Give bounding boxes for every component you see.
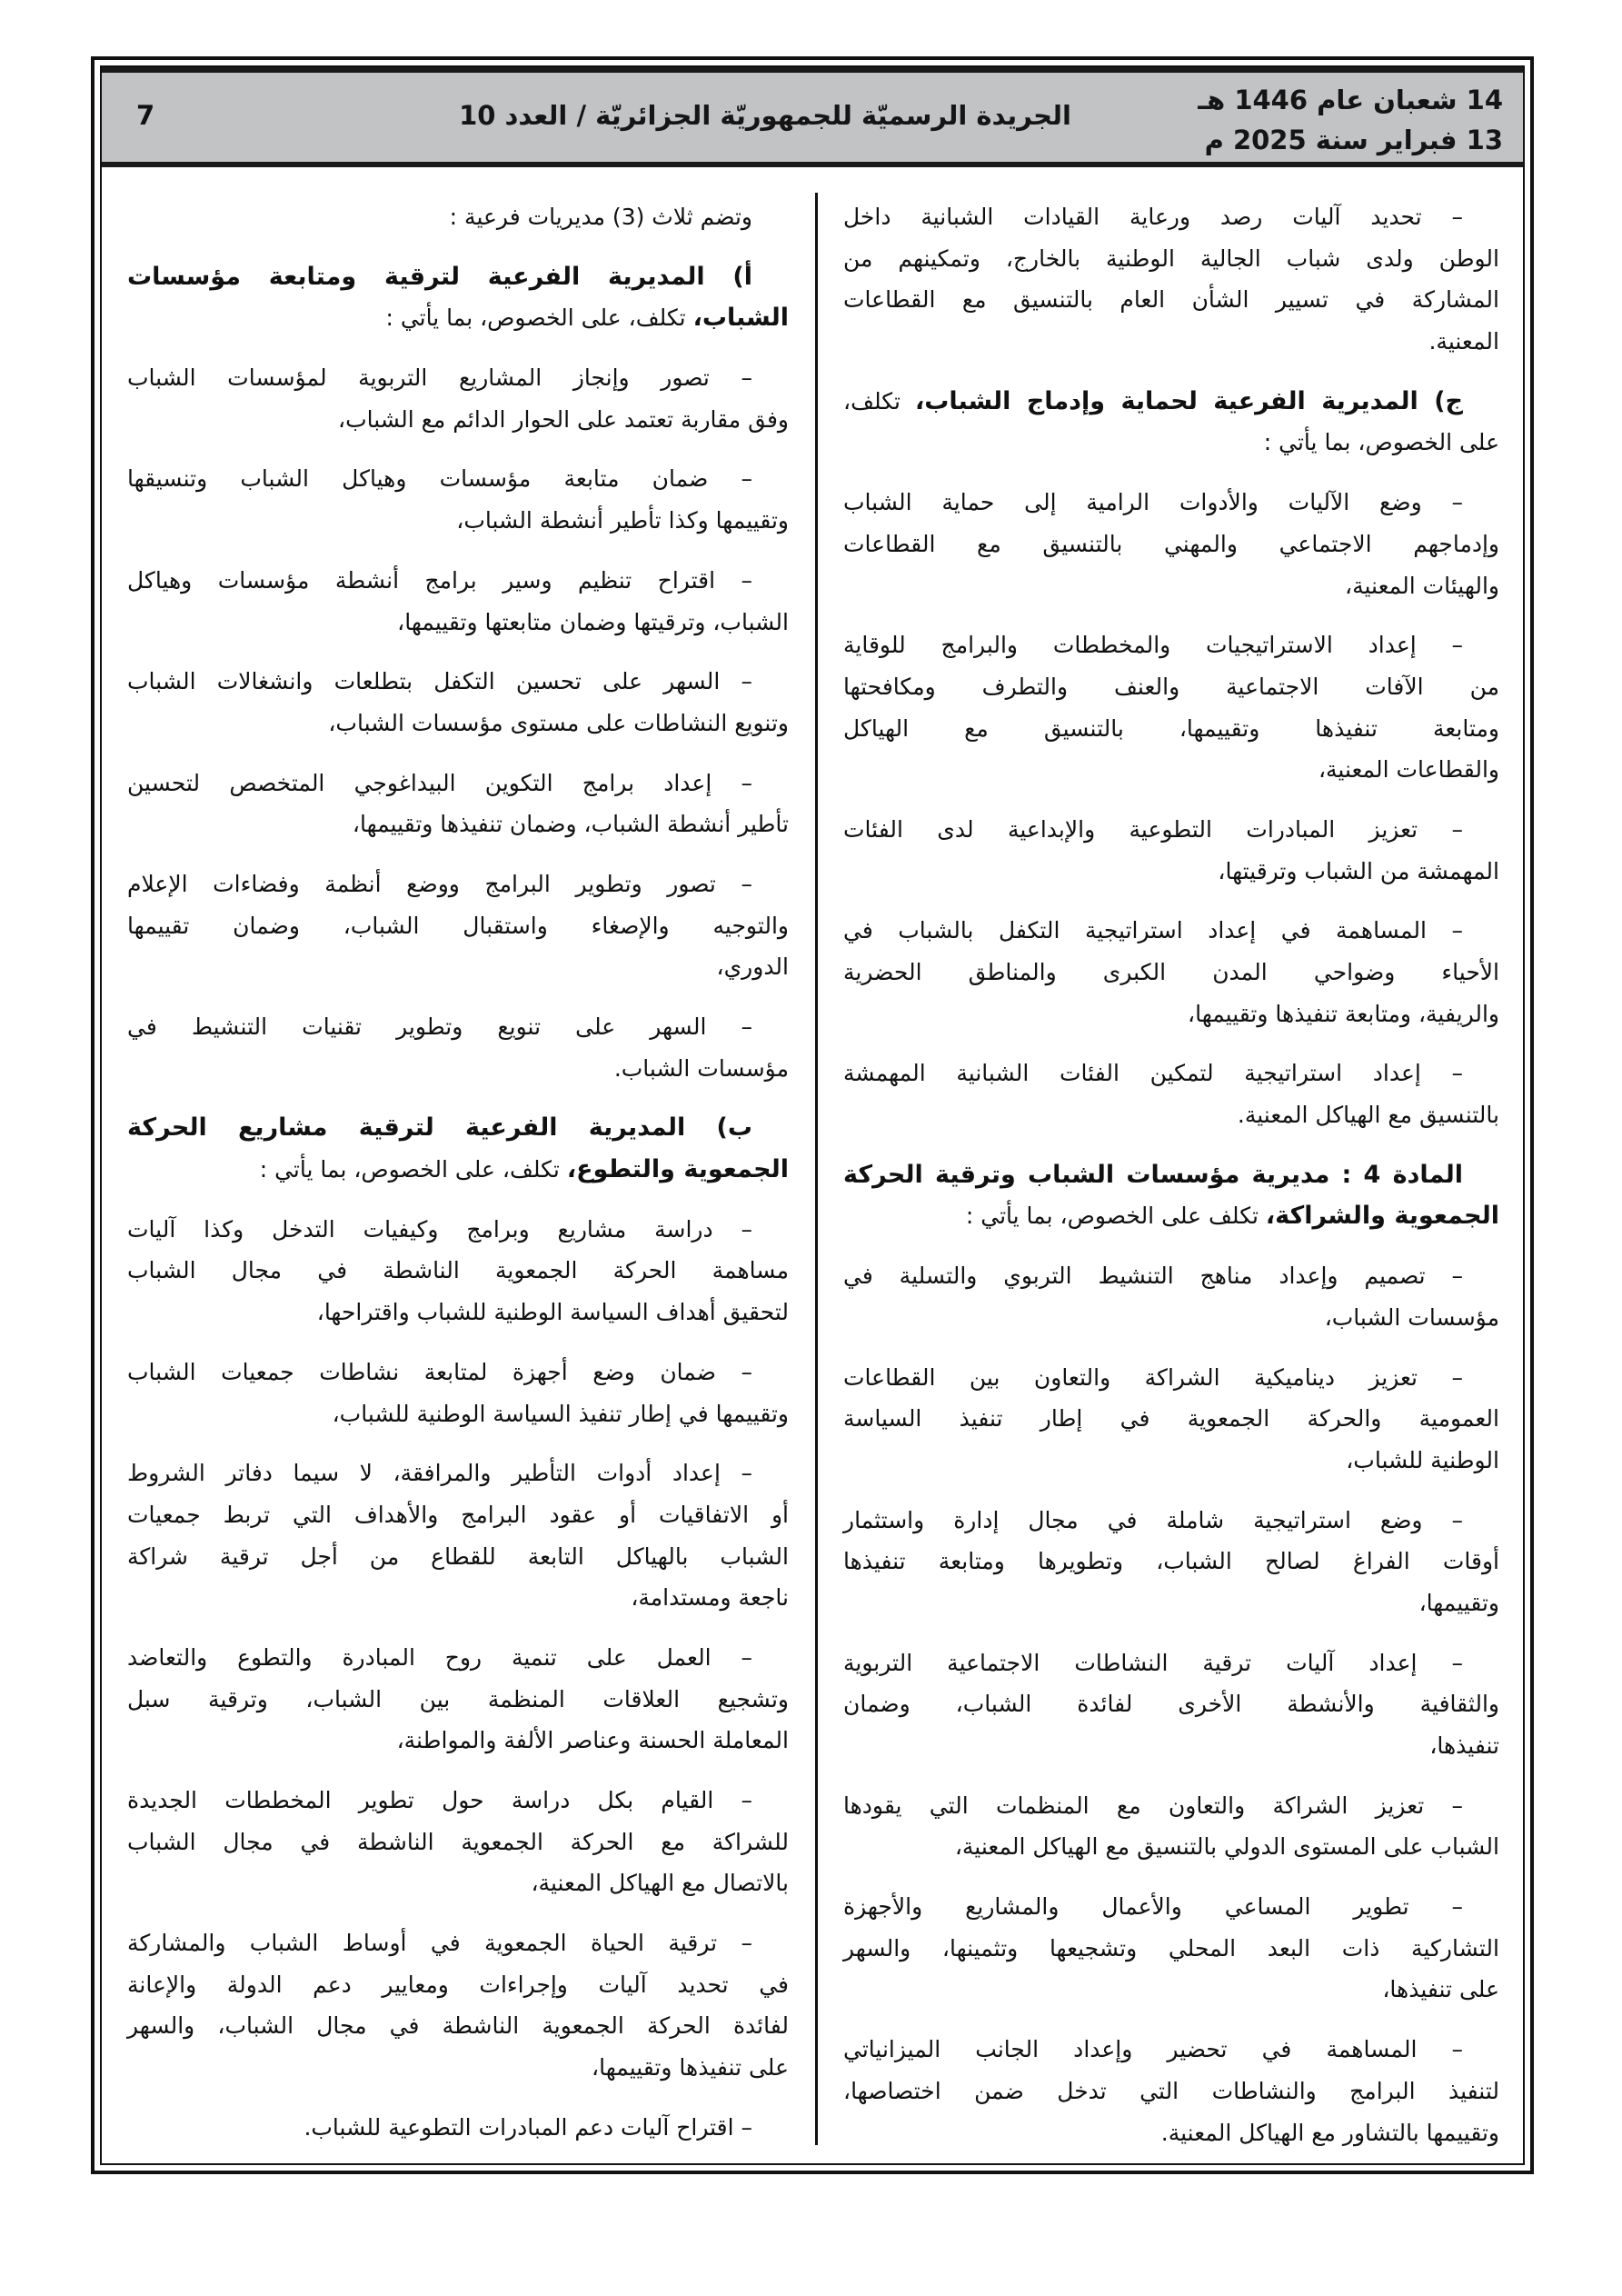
text-line: من الآفات الاجتماعية والعنف والتطرف ومكافحتها <box>843 673 1499 700</box>
paragraph <box>127 2107 789 2149</box>
text-line: – وضع الآليات والأدوات الرامية إلى حماية الشباب <box>843 489 1463 516</box>
paragraph <box>843 624 1499 791</box>
text-line: الشباب، وترقيتها وضمان متابعتها وتقييمها، <box>397 608 789 635</box>
text-line: التشاركية ذات البعد المحلي وتشجيعها وتثمينها، والسهر <box>843 1934 1499 1962</box>
paragraph <box>127 1209 789 1333</box>
text-line: وتنويع النشاطات على مستوى مؤسسات الشباب، <box>328 709 789 736</box>
text-line: وتقييمها في إطار تنفيذ السياسة الوطنية للشباب، <box>332 1400 789 1427</box>
text-line: – تصميم وإعداد مناهج التنشيط التربوي والتسلية في <box>843 1263 1463 1290</box>
text-line: – العمل على تنمية روح المبادرة والتطوع والتعاضد <box>127 1643 752 1671</box>
paragraph <box>843 809 1499 892</box>
text-line: – القيام بكل دراسة حول تطوير المخططات الجديدة <box>127 1787 752 1813</box>
text-line <box>127 1107 789 1149</box>
text-line: وتضم ثلاث (3) مديريات فرعية : <box>449 204 752 230</box>
text-line: – تطوير المساعي والأعمال والمشاريع والأجهزة <box>843 1893 1463 1921</box>
text-line: – السهر على تحسين التكفل بتطلعات وانشغالات الشباب <box>127 668 752 695</box>
body-text: تكلف، على الخصوص، بما يأتي : <box>385 304 693 332</box>
text-line: وإدماجهم الاجتماعي والمهني بالتنسيق مع القطاعات <box>843 530 1499 557</box>
body-text: تكلف، <box>843 387 915 414</box>
text-line: المهمشة من الشباب وترقيتها، <box>1218 857 1499 884</box>
text-line: والتوجيه والإصغاء واستقبال الشباب، وضمان تقييمها <box>127 912 789 939</box>
paragraph <box>843 2029 1499 2153</box>
text-line <box>843 381 1499 423</box>
paragraph <box>127 357 789 440</box>
paragraph <box>127 863 789 988</box>
body-text: تكلف على الخصوص، بما يأتي : <box>965 1203 1266 1230</box>
right-column <box>843 196 1499 2171</box>
text-line: على تنفيذها وتقييمها، <box>592 2054 789 2081</box>
paragraph <box>843 1053 1499 1135</box>
paragraph <box>843 1154 1499 1237</box>
text-line: – اقتراح تنظيم وسير برامج أنشطة مؤسسات وهياكل <box>127 566 752 594</box>
paragraph <box>127 256 789 339</box>
text-line: وتشجيع العلاقات المنظمة بين الشباب، وترقية سبل <box>127 1685 789 1712</box>
text-line: على تنفيذها، <box>1382 1976 1499 2003</box>
paragraph <box>127 1107 789 1190</box>
text-line <box>843 1195 1499 1237</box>
text-line: – ضمان وضع أجهزة لمتابعة نشاطات جمعيات الشباب <box>127 1358 752 1385</box>
text-line: – إعداد برامج التكوين البيداغوجي المتخصص لتحسين <box>127 769 752 796</box>
left-column <box>127 196 789 2167</box>
text-line: – وضع استراتيجية شاملة في مجال إدارة واستثمار <box>843 1506 1463 1533</box>
column-divider <box>815 193 818 2145</box>
paragraph <box>127 1780 789 1904</box>
text-line: ومتابعة تنفيذها وتقييمها، بالتنسيق مع الهياكل <box>843 714 1499 742</box>
text-line: – إعداد استراتيجية لتمكين الفئات الشبانية المهمشة <box>843 1060 1463 1087</box>
text-line: تنفيذها، <box>1429 1732 1499 1759</box>
text-line: الوطن ولدى شباب الجالية الوطنية بالخارج، وتمكينهم من <box>843 245 1499 272</box>
bold-heading-text: ب) المديرية الفرعية لترقية مشاريع الحركة <box>127 1113 752 1143</box>
paragraph <box>843 910 1499 1034</box>
text-line: – تعزيز المبادرات التطوعية والإبداعية لدى الفئات <box>843 815 1463 843</box>
paragraph <box>127 1922 789 2089</box>
text-line: – تصور وتطوير البرامج ووضع أنظمة وفضاءات الإعلام <box>127 870 752 897</box>
header-dates <box>1198 80 1503 160</box>
paragraph <box>127 1006 789 1089</box>
paragraph <box>127 1452 789 1619</box>
text-line: المعنية. <box>1428 328 1499 355</box>
text-line: بالتنسيق مع الهياكل المعنية. <box>1237 1102 1499 1129</box>
text-line: لفائدة الحركة الجمعوية الناشطة في مجال الشباب، والسهر <box>127 2012 789 2040</box>
paragraph <box>843 1500 1499 1624</box>
paragraph <box>127 196 789 238</box>
text-line: وتقييمها بالتشاور مع الهياكل المعنية. <box>1160 2119 1499 2146</box>
body-text: تكلف، على الخصوص، بما يأتي : <box>259 1156 567 1183</box>
paragraph <box>127 763 789 845</box>
text-line: المشاركة في تسيير الشأن العام بالتنسيق مع القطاعات <box>843 286 1499 314</box>
text-line: وتقييمها، <box>1418 1589 1499 1616</box>
text-line: الشباب بالهياكل التابعة للقطاع من أجل ترقية شراكة <box>127 1542 789 1570</box>
paragraph <box>843 482 1499 606</box>
text-line: – إعداد الاستراتيجيات والمخططات والبرامج للوقاية <box>843 632 1463 659</box>
text-line: والريفية، ومتابعة تنفيذها وتقييمها، <box>1188 1000 1499 1027</box>
text-line: مساهمة الحركة الجمعوية الناشطة في مجال الشباب <box>127 1257 789 1284</box>
paragraph <box>843 1357 1499 1482</box>
text-line: – تصور وإنجاز المشاريع التربوية لمؤسسات الشباب <box>127 364 752 392</box>
paragraph <box>843 1886 1499 2011</box>
paragraph <box>843 1255 1499 1338</box>
text-line: وفق مقاربة تعتمد على الحوار الدائم مع الشباب، <box>338 405 789 433</box>
text-line: على الخصوص، بما يأتي : <box>1263 429 1499 456</box>
text-line: ناجعة ومستدامة، <box>631 1584 789 1612</box>
text-line: الدوري، <box>716 953 789 981</box>
text-line: وتقييمها وكذا تأطير أنشطة الشباب، <box>456 507 789 534</box>
text-line: أو الاتفاقيات أو عقود البرامج والأهداف التي تربط جمعيات <box>127 1501 789 1528</box>
text-line: لتحقيق أهداف السياسة الوطنية للشباب واقتراحها، <box>316 1299 789 1326</box>
paragraph <box>843 196 1499 363</box>
text-line: للشراكة مع الحركة الجمعوية الناشطة في مجال الشباب <box>127 1828 789 1855</box>
text-line <box>127 256 789 298</box>
text-line: – ترقية الحياة الجمعوية في أوساط الشباب والمشاركة <box>127 1930 752 1957</box>
text-line: تأطير أنشطة الشباب، وضمان تنفيذها وتقييمها، <box>352 811 789 838</box>
text-line: مؤسسات الشباب، <box>1324 1303 1499 1331</box>
bold-heading-text: المادة 4 : مديرية مؤسسات الشباب وترقية الحركة <box>843 1160 1463 1189</box>
text-line: – إعداد أدوات التأطير والمرافقة، لا سيما دفاتر الشروط <box>127 1460 752 1487</box>
gazette-header <box>102 67 1523 167</box>
text-line: – اقتراح آليات دعم المبادرات التطوعية للشباب. <box>304 2113 752 2141</box>
text-line: لتنفيذ البرامج والنشاطات التي تدخل ضمن اختصاصها، <box>843 2077 1499 2104</box>
page-number: 7 <box>136 100 155 131</box>
text-line: الشباب على المستوى الدولي بالتنسيق مع الهياكل المعنية، <box>954 1833 1499 1861</box>
paragraph <box>843 381 1499 464</box>
paragraph <box>127 661 789 744</box>
paragraph <box>127 458 789 541</box>
bold-heading-text: أ) المديرية الفرعية لترقية ومتابعة مؤسسات <box>127 262 752 291</box>
text-line: العمومية والحركة الجمعوية في إطار تنفيذ السياسة <box>843 1405 1499 1433</box>
text-line <box>127 297 789 339</box>
text-line: بالاتصال مع الهياكل المعنية، <box>531 1870 789 1897</box>
text-line: أوقات الفراغ لصالح الشباب، وتطويرها ومتابعة تنفيذها <box>843 1548 1499 1575</box>
bold-heading-text: الشباب، <box>692 304 789 333</box>
paragraph <box>843 1785 1499 1868</box>
paragraph <box>127 1637 789 1762</box>
text-line: والثقافية والأنشطة الأخرى لفائدة الشباب، وضمان <box>843 1691 1499 1718</box>
text-line: المعاملة الحسنة وعناصر الألفة والمواطنة، <box>396 1727 789 1754</box>
paragraph <box>127 1352 789 1434</box>
text-line: والهيئات المعنية، <box>1345 572 1499 599</box>
text-line: الأحياء وضواحي المدن الكبرى والمناطق الحضرية <box>843 959 1499 985</box>
text-line: – السهر على تنويع وتطوير تقنيات التنشيط في <box>127 1013 752 1040</box>
text-line: – المساهمة في إعداد استراتيجية التكفل بالشباب في <box>843 917 1463 944</box>
text-line: – تعزيز ديناميكية الشراكة والتعاون بين القطاعات <box>843 1363 1463 1391</box>
bold-heading-text: الجمعوية والتطوع، <box>566 1155 789 1184</box>
text-line: – تعزيز الشراكة والتعاون مع المنظمات التي يقودها <box>843 1792 1463 1819</box>
text-line: الوطنية للشباب، <box>1346 1446 1499 1473</box>
text-line: – ضمان متابعة مؤسسات وهياكل الشباب وتنسيقها <box>127 465 752 493</box>
text-line: – تحديد آليات رصد ورعاية القيادات الشبانية داخل <box>843 204 1463 230</box>
text-line <box>843 1154 1499 1196</box>
text-line: في تحديد آليات وإجراءات ومعايير دعم الدولة والإعانة <box>127 1971 789 1998</box>
bold-heading-text: الجمعوية والشراكة، <box>1265 1202 1499 1231</box>
text-line <box>127 1149 789 1191</box>
text-line: مؤسسات الشباب. <box>613 1054 789 1082</box>
text-line: – دراسة مشاريع وبرامج وكيفيات التدخل وكذا آليات <box>127 1215 752 1243</box>
date-hijri: 14 شعبان عام 1446 هـ <box>1198 85 1503 115</box>
text-line: – المساهمة في تحضير وإعداد الجانب الميزانياتي <box>843 2036 1463 2063</box>
date-gregorian: 13 فبراير سنة 2025 م <box>1204 125 1503 155</box>
paragraph <box>843 1642 1499 1767</box>
text-line: – إعداد آليات ترقية النشاطات الاجتماعية التربوية <box>843 1649 1463 1676</box>
bold-heading-text: ج) المديرية الفرعية لحماية وإدماج الشباب، <box>914 386 1463 415</box>
paragraph <box>127 560 789 643</box>
gazette-title: الجريدة الرسميّة للجمهوريّة الجزائريّة / العدد 10 <box>459 100 1071 131</box>
text-line: والقطاعات المعنية، <box>1318 756 1499 784</box>
